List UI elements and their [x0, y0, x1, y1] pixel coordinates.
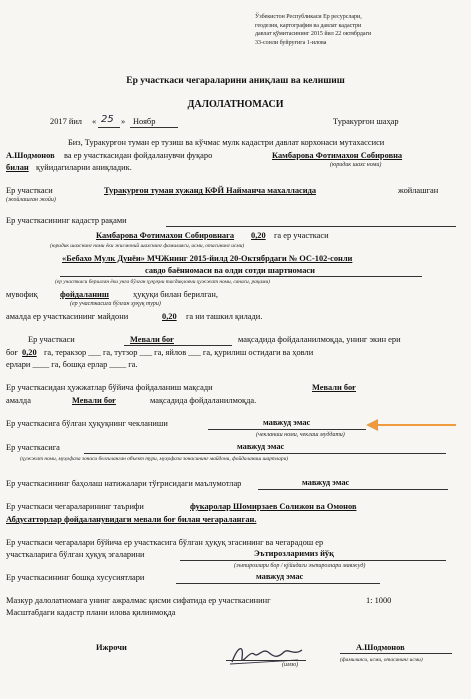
hint-encumbrance: (ҳужжат номи, муҳофаза зонаси белгиланган объект тури, муҳофаза зонасининг майдони, фойдаланиш шартлари): [20, 456, 289, 462]
right-suffix: ҳуқуқи билан берилган,: [133, 290, 218, 299]
right-type: фойдаланиш: [60, 290, 109, 299]
hint-neighbours: (эътирозлари бор / қўйидаги эътирозлари мавжуд): [234, 563, 366, 569]
date-day-line: [98, 127, 120, 128]
hint-signature: (имзо): [282, 662, 299, 668]
plan-scale: 1: 1000: [366, 596, 392, 605]
executor-name: А.Шодмонов: [356, 643, 405, 652]
actual-area-label: амалда ер участкасининг майдони: [6, 312, 129, 321]
date-day: 25: [101, 114, 114, 125]
highlight-arrow-icon: [368, 424, 456, 426]
specialist-name: А.Шодмонов: [6, 151, 55, 160]
encumbrance-value: мавжуд эмас: [237, 442, 285, 451]
purpose-value: Мевали боғ: [130, 335, 174, 344]
date-year: 2017 йил: [50, 117, 82, 126]
date-month-line: [130, 127, 178, 128]
other-value: мавжуд эмас: [256, 572, 304, 581]
restriction-underline: [208, 429, 366, 430]
valuation-underline: [258, 489, 448, 490]
neighbours-line-1: Ер участкаси чегаралари бўйича ер участкасига бўлган ҳуқуқ эгасининг ва чегарадош ер: [6, 538, 324, 547]
location-suffix: жойлашган: [398, 186, 439, 195]
cadastre-number-line: [166, 226, 456, 227]
neighbours-value: Эътирозларимиз йўқ: [254, 549, 334, 558]
actual-area-suffix: га ни ташкил қилади.: [186, 312, 263, 321]
date-month: Ноябр: [133, 117, 156, 126]
actual-purpose-rest: мақсадида фойдаланилмоқда.: [150, 396, 257, 405]
stamp-line: Ўзбекистон Республикаси Ер ресурслари,: [255, 14, 362, 20]
boundary-value-1: фукаролар Шомирзаев Солижон ва Омонов: [190, 502, 357, 511]
hint-owner: (юридик шахснинг номи ёки жисмоний шахснинг фамилияси, исми, отасининг исми): [50, 243, 245, 249]
purpose-rest: мақсадида фойдаланилмоқда, унинг экин ери: [238, 335, 401, 344]
other-underline: [176, 583, 380, 584]
right-prefix: мувофиқ: [6, 290, 38, 299]
intro-line-1: Биз, Туракурғон туман ер тузиш ва кўчмас мулк кадастри давлат корхонаси мутахассиси: [68, 138, 385, 147]
encumbrance-label: Ер участкасига: [6, 443, 60, 452]
valuation-label: Ер участкасининг баҳолаш натижалари тўғрисидаги маълумотлар: [6, 479, 242, 488]
document-title: Ер участкаси чегараларини аниқлаш ва келишиш: [126, 76, 345, 86]
decision-underline: [60, 276, 422, 277]
decision-line-2: савдо баённомаси ва олди сотди шартномаси: [145, 266, 315, 275]
cadastre-area-suffix: га ер участкаси: [274, 231, 329, 240]
purpose-underline: [124, 345, 232, 346]
purpose-label: Ер участкаси: [28, 335, 75, 344]
hint-decision: (ер участкаси берилган ёки унга бўлган ҳуқуқни тасдиқловчи ҳужжат номи, санаси, рақами): [55, 279, 270, 285]
encumbrance-underline: [84, 453, 446, 454]
neighbours-line-2: участкаларига бўлган ҳуқуқ эгаларини: [6, 550, 145, 559]
plan-line-2: Масштабдаги кадастр плани илова қилинмоқда: [6, 608, 176, 617]
document-subtitle: ДАЛОЛАТНОМАСИ: [187, 99, 284, 110]
location-label: Ер участкаси: [6, 186, 53, 195]
actual-area: 0,20: [162, 312, 177, 321]
stamp-line: давлат қўмитасининг 2015 йил 22 октябрдаги: [255, 31, 372, 37]
citizen-with: билан: [6, 163, 29, 172]
valuation-value: мавжуд эмас: [302, 478, 350, 487]
cadastre-label: Ер участкасининг кадастр рақами: [6, 216, 127, 225]
orchard-area: 0,20: [22, 348, 37, 357]
hint-name: (фамилияси, исми, отасининг исми): [340, 657, 423, 663]
intro-line-3: қуйидагиларни аниқладик.: [36, 163, 132, 172]
neighbours-underline: [180, 560, 446, 561]
restriction-value: мавжуд эмас: [263, 418, 311, 427]
other-label: Ер участкасининг бошқа хусусиятлари: [6, 573, 145, 582]
stamp-line: геодезия, картография ва давлат кадастри: [255, 22, 362, 29]
actual-purpose-value: Мевали боғ: [72, 396, 116, 405]
date-place: Туракурғон шаҳар: [333, 117, 399, 126]
hint-location: (жойлашган жойи): [6, 197, 56, 203]
executor-role: Ижрочи: [96, 643, 127, 652]
boundary-label: Ер участкаси чегараларининг таърифи: [6, 502, 144, 511]
name-line: [340, 653, 452, 654]
boundary-value-2: Абдусатторлар фойдаланувидаги мевали боғ билан чегараланган.: [6, 515, 257, 524]
land-categories-2: ерлари ____ га, бошқа ерлар ____ га.: [6, 360, 138, 369]
signature-line: [226, 660, 306, 661]
plan-line-1: Мазкур далолатномага унинг ажралмас қисми сифатида ер участкасининг: [6, 596, 271, 605]
hint-right: (ер участкасига бўлган ҳуқуқ тури): [70, 301, 161, 307]
stamp-line: 33-сонли буйруғига 1-илова: [255, 39, 327, 46]
cadastre-area: 0,20: [251, 231, 266, 240]
date-quote-open: «: [92, 117, 97, 126]
date-quote-close: »: [121, 117, 126, 126]
actual-label: амалда: [6, 396, 31, 405]
land-categories: га, теракзор ___ га, тутзор ___ га, яйлов ___ га, қурилиш остидаги ва ҳовли: [44, 348, 314, 357]
intro-line-2: ва ер участкасидан фойдаланувчи фуқаро: [64, 151, 213, 160]
cadastre-owner: Камбарова Фотимахон Собировнага: [96, 231, 235, 240]
decision-line-1: «Бебахо Мулк Дунёи» МЧЖнинг 2015-йилд 20-Октябрдаги № ОС-102-сонли: [62, 254, 353, 263]
location-value: Туракурғон туман хужанд КФЙ Найманча махалласида: [104, 186, 317, 195]
orchard-label: боғ: [6, 348, 18, 357]
hint-legal-entity: (юридик шахс номи): [330, 162, 382, 168]
hint-restriction: (чекланиш номи, чеклаш муддати): [256, 432, 345, 438]
doc-purpose-label: Ер участкасидан ҳужжатлар бўйича фойдаланиш мақсади: [6, 383, 213, 392]
restriction-label: Ер участкасига бўлган ҳуқуқнинг чекланиши: [6, 419, 168, 428]
doc-purpose-value: Мевали боғ: [312, 383, 356, 392]
citizen-name: Камбарова Фотимахон Собировна: [272, 151, 403, 160]
approval-stamp: [255, 13, 371, 47]
